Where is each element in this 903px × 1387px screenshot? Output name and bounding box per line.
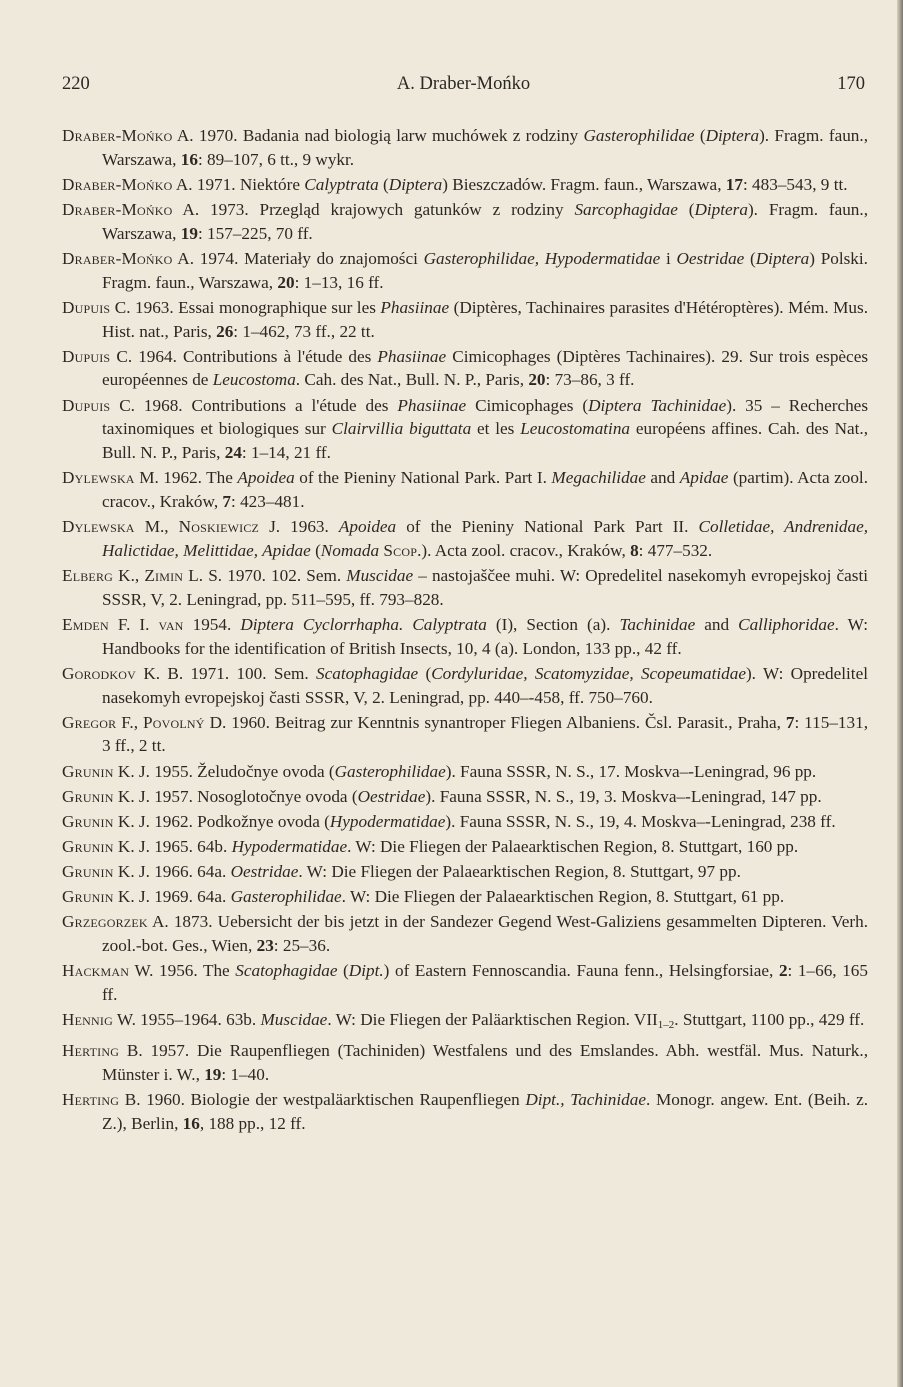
reference-text: . Monogr. angew. Ent. (Beih. z. Z.), Berlin, bbox=[102, 1089, 868, 1133]
volume-number: 16 bbox=[182, 1113, 200, 1133]
taxon-name: Phasiinae bbox=[377, 346, 447, 366]
reference-text: F., bbox=[116, 712, 143, 732]
reference-text: . W: Handbooks for the identification of British Insects, 10, 4 (a). London, 133 pp., 42 ff. bbox=[102, 614, 868, 658]
reference-text: : 1–14, 21 ff. bbox=[241, 443, 331, 463]
reference-entry bbox=[62, 124, 868, 172]
volume-number: 26 bbox=[216, 321, 234, 341]
reference-author: Draber-Mońko bbox=[62, 248, 173, 268]
reference-text: : 1–66, 165 ff. bbox=[102, 961, 868, 1004]
reference-author: Gregor bbox=[62, 712, 117, 732]
reference-author: Draber-Mońko bbox=[62, 126, 173, 145]
reference-author: Draber-Mońko bbox=[62, 174, 173, 194]
reference-author: Dylewska bbox=[62, 517, 135, 537]
coauthor-name: Povolný bbox=[143, 712, 205, 732]
page-number: 220 bbox=[62, 74, 90, 94]
taxon-name: Muscidae bbox=[260, 1009, 328, 1029]
reference-text: D. 1960. Beitrag zur Kenntnis synantroper Fliegen Albaniens. Čsl. Parasit., Praha, bbox=[204, 712, 786, 732]
reference-text: K., bbox=[113, 566, 145, 586]
reference-text: européens affines. Cah. des Nat., Bull. N. P., Paris, bbox=[102, 419, 868, 463]
reference-author: Gorodkov bbox=[62, 663, 137, 683]
reference-entry bbox=[62, 198, 868, 246]
taxon-name: Oestridae bbox=[230, 861, 299, 881]
reference-text: .). Acta zool. cracov., Kraków, bbox=[417, 540, 631, 560]
taxon-name: Muscidae bbox=[346, 566, 414, 586]
taxon-name: Leucostomatina bbox=[520, 419, 631, 439]
reference-entry bbox=[62, 613, 868, 661]
reference-text: K. J. 1966. 64a. bbox=[113, 861, 231, 881]
reference-text: ( bbox=[744, 248, 756, 268]
reference-author: Draber-Mońko bbox=[62, 199, 173, 219]
reference-text: , 188 pp., 12 ff. bbox=[199, 1113, 306, 1133]
volume-number: 20 bbox=[528, 370, 546, 390]
reference-text: (partim). Acta zool. cracov., Kraków, bbox=[102, 468, 868, 512]
taxon-name: Cordyluridae, Scatomyzidae, Scopeumatidae bbox=[431, 663, 746, 683]
reference-entry bbox=[62, 810, 868, 834]
reference-text: : 1–462, 73 ff., 22 tt. bbox=[233, 321, 375, 341]
reference-entry bbox=[62, 885, 868, 909]
reference-text: K. J. 1969. 64a. bbox=[113, 887, 231, 907]
reference-author: Grzegorzek bbox=[62, 912, 148, 932]
reference-entry bbox=[62, 173, 868, 197]
page-edge-shadow bbox=[897, 0, 903, 1387]
reference-text: Cimicophages (Diptères Tachinaires). 29. Sur trois espèces européennes de bbox=[102, 346, 869, 390]
reference-entry bbox=[62, 247, 868, 295]
taxon-name: Gasterophilidae bbox=[334, 761, 446, 781]
taxon-name: Diptera bbox=[755, 248, 810, 268]
taxon-name: Diptera bbox=[705, 126, 760, 145]
reference-text: . W: Die Fliegen der Palaearktischen Region, 8. Stuttgart, 61 pp. bbox=[341, 887, 785, 907]
taxon-name: Gasterophilidae bbox=[583, 126, 695, 145]
reference-text: ( bbox=[378, 174, 389, 194]
reference-text: : 25–36. bbox=[273, 935, 331, 955]
reference-author: Elberg bbox=[62, 566, 114, 586]
reference-text: ( bbox=[677, 199, 695, 219]
reference-text: (I), Section (a). bbox=[486, 614, 620, 634]
taxon-name: Hypodermatidae bbox=[329, 811, 446, 831]
taxon-name: Apidae bbox=[679, 468, 729, 488]
reference-entry bbox=[62, 910, 868, 958]
taxon-name: Gasterophilidae bbox=[230, 887, 342, 907]
taxon-name: Apoidea bbox=[338, 517, 397, 537]
reference-text: C. 1968. Contributions a l'étude des bbox=[110, 395, 398, 415]
reference-text: : 1–13, 16 ff. bbox=[294, 272, 384, 292]
reference-text: ) Polski. Fragm. faun., Warszawa, bbox=[102, 248, 868, 292]
reference-text: ( bbox=[310, 540, 321, 560]
volume-number: 23 bbox=[256, 935, 274, 955]
reference-text: . W: Die Fliegen der Palaearktischen Region, 8. Stuttgart, 97 pp. bbox=[298, 861, 741, 881]
taxon-name: Leucostoma bbox=[212, 370, 296, 390]
reference-text: ). 35 – Recherches taxinomiques et biologiques sur bbox=[102, 395, 869, 439]
taxon-name: Scatophagidae bbox=[235, 961, 338, 981]
reference-text: L. S. 1970. 102. Sem. bbox=[183, 566, 347, 586]
volume-number: 19 bbox=[204, 1064, 222, 1084]
reference-text: J. 1963. bbox=[259, 517, 339, 537]
reference-text: A. 1974. Materiały do znajomości bbox=[172, 248, 424, 268]
taxon-name: Calyptrata bbox=[304, 174, 379, 194]
reference-text: K. J. 1965. 64b. bbox=[113, 836, 232, 856]
reference-text: and bbox=[695, 614, 739, 634]
reference-text: : 89–107, 6 tt., 9 wykr. bbox=[197, 149, 355, 169]
reference-text: and bbox=[645, 468, 680, 488]
reference-text: K. J. 1957. Nosoglotočnye ovoda ( bbox=[113, 786, 358, 806]
reference-text: : 157–225, 70 ff. bbox=[197, 223, 313, 243]
reference-text: A. 1973. Przegląd krajowych gatunków z rodziny bbox=[172, 199, 575, 219]
reference-text: B. 1960. Biologie der westpaläarktischen Raupenfliegen bbox=[119, 1089, 526, 1109]
reference-text: i bbox=[660, 248, 677, 268]
coauthor-name: Noskiewicz bbox=[178, 517, 260, 537]
taxon-name: Colletidae, Andrenidae, Halictidae, Melittidae, Apidae bbox=[102, 517, 869, 560]
taxon-name: Sarcophagidae bbox=[574, 199, 678, 219]
taxon-name: Scatophagidae bbox=[316, 663, 419, 683]
reference-text: of the Pieniny National Park. Part I. bbox=[294, 468, 552, 488]
reference-text: ). Fauna SSSR, N. S., 17. Moskva–-Leningrad, 96 pp. bbox=[445, 761, 817, 781]
reference-text: : 483–543, 9 tt. bbox=[742, 174, 848, 194]
page-header bbox=[62, 74, 865, 100]
reference-author: Dupuis bbox=[62, 297, 111, 317]
reference-text: M., bbox=[134, 517, 179, 537]
reference-text: C. 1964. Contributions à l'étude des bbox=[110, 346, 378, 366]
reference-text: ( bbox=[337, 961, 349, 981]
reference-author: Herting bbox=[62, 1041, 120, 1061]
reference-author: Grunin bbox=[62, 786, 114, 806]
reference-author: Grunin bbox=[62, 761, 114, 781]
running-author: A. Draber-Mońko bbox=[396, 74, 531, 94]
reference-text: A. 1873. Uebersicht der bis jetzt in der Sandezer Gegend West-Galiziens gesammelten Dipteren. Verh. zool.-bot. Ges., Wien, bbox=[102, 912, 868, 955]
volume-number: 7 bbox=[222, 492, 232, 512]
reference-text: : 423–481. bbox=[231, 492, 305, 512]
reference-author: Dylewska bbox=[62, 468, 135, 488]
reference-author: Dupuis bbox=[62, 346, 111, 366]
reference-text: : 115–131, 3 ff., 2 tt. bbox=[102, 712, 869, 756]
reference-author: Grunin bbox=[62, 836, 114, 856]
reference-text: : 477–532. bbox=[638, 540, 713, 560]
volume-number: 17 bbox=[725, 174, 743, 194]
volume-number: 8 bbox=[630, 540, 639, 560]
reference-text: F. I. bbox=[108, 614, 159, 634]
coauthor-name: Zimin bbox=[144, 566, 184, 586]
taxon-name: Calliphoridae bbox=[738, 614, 835, 634]
taxon-name: Diptera Cyclorrhapha. Calyptrata bbox=[240, 614, 487, 634]
taxon-name: Tachinidae bbox=[619, 614, 696, 634]
reference-text: C. 1963. Essai monographique sur les bbox=[110, 297, 381, 317]
reference-entry bbox=[62, 296, 868, 344]
volume-number: 24 bbox=[224, 443, 242, 463]
reference-entry bbox=[62, 959, 868, 1007]
reference-entry bbox=[62, 711, 868, 759]
reference-author: Grunin bbox=[62, 811, 114, 831]
volume-number: 7 bbox=[785, 712, 795, 732]
taxon-name: Dipt. bbox=[348, 961, 384, 981]
taxon-name: Gasterophilidae, Hypodermatidae bbox=[423, 248, 661, 268]
series-number: 170 bbox=[837, 74, 865, 94]
taxon-name: Hypodermatidae bbox=[231, 836, 348, 856]
taxon-name: Oestridae bbox=[676, 248, 745, 268]
reference-author: Grunin bbox=[62, 861, 114, 881]
reference-author: Hennig bbox=[62, 1009, 113, 1029]
reference-text: K. J. 1962. Podkožnye ovoda ( bbox=[113, 811, 330, 831]
taxon-name: Clairvillia biguttata bbox=[331, 419, 472, 439]
reference-entry bbox=[62, 1088, 868, 1136]
taxon-name: Dipt., Tachinidae bbox=[525, 1089, 646, 1109]
volume-number: 16 bbox=[180, 149, 198, 169]
reference-text: . W: Die Fliegen der Palaearktischen Region, 8. Stuttgart, 160 pp. bbox=[347, 836, 799, 856]
reference-text: of the Pieniny National Park Part II. bbox=[396, 517, 699, 537]
reference-author: Emden bbox=[62, 614, 109, 634]
reference-text: : 1–40. bbox=[221, 1064, 270, 1084]
reference-entry bbox=[62, 466, 868, 514]
reference-text: et les bbox=[471, 419, 521, 439]
reference-text: : 73–86, 3 ff. bbox=[545, 370, 635, 390]
reference-text: ). Fauna SSSR, N. S., 19, 3. Moskva–-Leningrad, 147 pp. bbox=[425, 786, 822, 806]
reference-text: ). W: Opredelitel nasekomyh evropejskoj časti SSSR, V, 2. Leningrad, pp. 440–-458, ff. 750–760. bbox=[102, 663, 868, 707]
reference-text: (Diptères, Tachinaires parasites d'Hétéroptères). Mém. Mus. Hist. nat., Paris, bbox=[102, 297, 869, 341]
reference-text: ) of Eastern Fennoscandia. Fauna fenn., Helsingforsiae, bbox=[383, 961, 779, 981]
taxon-name: Phasiinae bbox=[397, 395, 467, 415]
reference-text: M. 1962. The bbox=[134, 468, 238, 488]
reference-text: ). Fragm. faun., Warszawa, bbox=[102, 199, 868, 243]
reference-text: W. 1955–1964. 63b. bbox=[112, 1009, 261, 1029]
reference-text: A. 1971. Niektóre bbox=[172, 174, 305, 194]
reference-text: – nastojaščee muhi. W: Opredelitel nasekomyh evropejskoj časti SSSR, V, 2. Leningrad, pp. 511–595, ff. 793–828. bbox=[102, 566, 869, 609]
reference-text: ). Fragm. faun., Warszawa, bbox=[102, 126, 868, 169]
coauthor-name: Scop bbox=[383, 540, 418, 560]
reference-entry bbox=[62, 835, 868, 859]
taxon-name: Nomada bbox=[320, 540, 380, 560]
reference-entry bbox=[62, 515, 868, 563]
volume-subscript: 1–2 bbox=[657, 1018, 675, 1031]
reference-text: Cimicophages ( bbox=[466, 395, 589, 415]
taxon-name: Diptera bbox=[694, 199, 748, 219]
reference-entry bbox=[62, 1039, 868, 1087]
reference-text: . Cah. des Nat., Bull. N. P., Paris, bbox=[295, 370, 529, 390]
reference-entry bbox=[62, 662, 868, 710]
reference-text: K. B. 1971. 100. Sem. bbox=[136, 663, 317, 683]
volume-number: 2 bbox=[778, 961, 788, 981]
reference-entry bbox=[62, 785, 868, 809]
reference-author: Herting bbox=[62, 1089, 120, 1109]
reference-entry bbox=[62, 564, 868, 612]
reference-author: Dupuis bbox=[62, 395, 111, 415]
reference-entry bbox=[62, 1008, 868, 1038]
taxon-name: Phasiinae bbox=[380, 297, 450, 317]
reference-text: ). Fauna SSSR, N. S., 19, 4. Moskva–-Leningrad, 238 ff. bbox=[445, 811, 836, 831]
reference-entry bbox=[62, 760, 868, 784]
volume-number: 20 bbox=[277, 272, 295, 292]
reference-author: Grunin bbox=[62, 887, 114, 907]
reference-entry bbox=[62, 394, 868, 465]
reference-list bbox=[62, 124, 868, 1137]
taxon-name: Diptera Tachinidae bbox=[588, 395, 727, 415]
reference-text: . Stuttgart, 1100 pp., 429 ff. bbox=[674, 1009, 865, 1029]
reference-text: ) Bieszczadów. Fragm. faun., Warszawa, bbox=[442, 174, 726, 194]
reference-text: . W: Die Fliegen der Paläarktischen Region. VII bbox=[327, 1009, 658, 1029]
coauthor-name: van bbox=[158, 614, 184, 634]
reference-text: ( bbox=[418, 663, 432, 683]
taxon-name: Apoidea bbox=[237, 468, 295, 488]
reference-text: 1954. bbox=[183, 614, 241, 634]
reference-text: A. 1970. Badania nad biologią larw muchówek z rodziny bbox=[172, 126, 584, 145]
reference-text: ( bbox=[694, 126, 706, 145]
reference-text: B. 1957. Die Raupenfliegen (Tachiniden) Westfalens und des Emslandes. Abh. westfäl. Mus. Naturk., Münster i. W., bbox=[102, 1041, 868, 1084]
taxon-name: Diptera bbox=[388, 174, 443, 194]
taxon-name: Oestridae bbox=[357, 786, 426, 806]
reference-entry bbox=[62, 860, 868, 884]
reference-text: W. 1956. The bbox=[129, 961, 236, 981]
reference-text: K. J. 1955. Želudočnye ovoda ( bbox=[113, 761, 335, 781]
reference-entry bbox=[62, 345, 868, 393]
volume-number: 19 bbox=[180, 223, 198, 243]
reference-author: Hackman bbox=[62, 961, 130, 981]
taxon-name: Megachilidae bbox=[551, 468, 646, 488]
